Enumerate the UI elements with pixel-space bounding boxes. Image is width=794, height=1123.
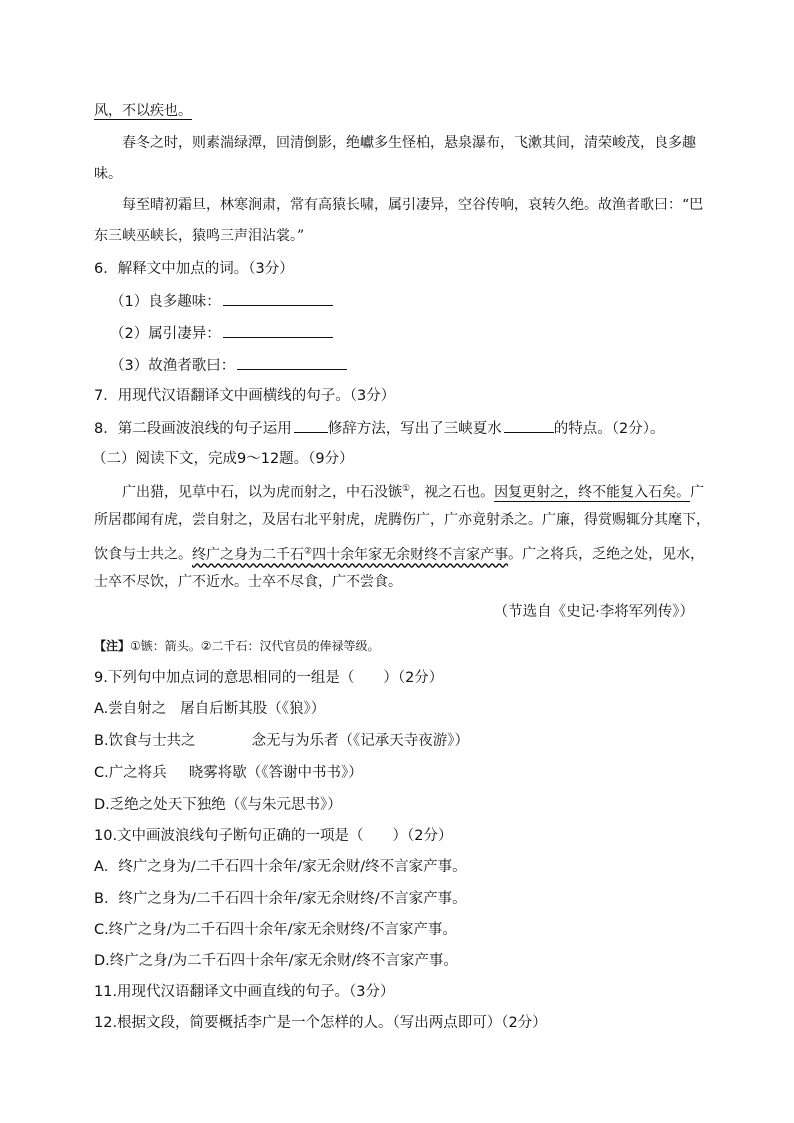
option-right: 屠自后断其股（《狼》） — [180, 701, 326, 717]
underlined-text: 风，不以疾也。 — [94, 103, 192, 119]
text: 四十余年家无余财终不言家产事 — [312, 546, 509, 563]
footnote-marker: ① — [402, 484, 411, 494]
answer-blank[interactable] — [223, 290, 333, 306]
text: 终广之身为二千石 — [192, 546, 304, 563]
text: ，视之石也。 — [410, 484, 495, 501]
source-citation: （节选自《史记·李将军列传》） — [493, 604, 694, 620]
passage1-para3-line1: 每至晴初霜旦，林寒涧肃，常有高猿长啸，属引凄异，空谷传响，哀转久绝。故渔者歌曰：“巴 — [122, 197, 704, 213]
passage1-line-0 — [94, 101, 192, 121]
option-right: 念无与为乐者（《记承天寺夜游》） — [251, 733, 470, 749]
underlined-sentence: 因复更射之，终不能复入石矣。 — [494, 484, 691, 501]
option-left: B.饮食与士共之 — [94, 733, 196, 749]
question-7: 7．用现代汉语翻译文中画横线的句子。（3分） — [94, 388, 396, 404]
option-left: A.尝自射之 — [94, 701, 167, 717]
passage2-line-4: 士卒不尽饮，广不近水。士卒不尽食，广不尝食。 — [94, 574, 402, 590]
answer-blank[interactable] — [223, 322, 333, 338]
text: 广 — [690, 484, 705, 501]
q8-part2: 修辞方法，写出了三峡夏水 — [327, 421, 502, 437]
footnote-marker: ② — [304, 546, 313, 556]
passage2-line-2: 所居郡闻有虎，尝自射之，及居右北平射虎，虎腾伤广，广亦竟射杀之。广廉，得赏赐辄分其麾下， — [94, 512, 710, 528]
q8-part3: 的特点。（2分）。 — [553, 421, 665, 437]
section-2-title: （二）阅读下文，完成9～12题。（9分） — [92, 451, 354, 467]
note-text: ①镞：箭头。②二千石：汉代官员的俸禄等级。 — [130, 639, 380, 653]
note-label: 【注】 — [94, 639, 131, 653]
item-label: （3）故渔者歌曰： — [110, 358, 236, 374]
question-10-option-a: A．终广之身为/二千石四十余年/家无余财/终不言家产事。 — [94, 859, 467, 875]
question-9-option-a — [94, 699, 325, 719]
wavy-underlined-sentence — [192, 547, 508, 563]
question-6-item-3 — [110, 354, 347, 376]
question-9-option-b — [94, 731, 469, 751]
answer-blank-1[interactable] — [294, 417, 328, 433]
q8-part1: 8．第二段画波浪线的句子运用 — [94, 421, 292, 437]
question-6-item-2 — [110, 322, 333, 344]
question-9-stem: 9.下列句中加点词的意思相同的一组是（ ）（2分） — [94, 670, 444, 686]
question-10-option-c: C.终广之身/为二千石四十余年/家无余财终/不言家产事。 — [94, 922, 457, 938]
item-label: （1）良多趣味： — [110, 294, 221, 310]
text: 。广之将兵，乏绝之处，见水， — [508, 546, 705, 563]
question-8 — [94, 417, 664, 439]
option-left: C.广之将兵 — [94, 765, 167, 781]
passage2-line-3 — [94, 541, 704, 565]
passage1-para2-line2: 味。 — [94, 166, 122, 182]
question-10-stem: 10.文中画波浪线句子断句正确的一项是（ ）（2分） — [94, 828, 453, 844]
question-10-option-d: D.终广之身/为二千石四十余年/家无余财/终不言家产事。 — [94, 953, 458, 969]
question-9-option-c — [94, 763, 363, 783]
answer-blank[interactable] — [237, 354, 347, 370]
question-9-option-d: D.乏绝之处天下独绝（《与朱元思书》） — [94, 797, 342, 813]
passage1-para2-line1: 春冬之时，则素湍绿潭，回清倒影，绝巘多生怪柏，悬泉瀑布，飞漱其间，清荣峻茂，良多趣 — [122, 135, 696, 151]
question-11: 11.用现代汉语翻译文中画直线的句子。（3分） — [94, 984, 395, 1000]
question-12: 12.根据文段，简要概括李广是一个怎样的人。（写出两点即可）（2分） — [94, 1015, 547, 1031]
passage1-para3-line2: 东三峡巫峡长，猿鸣三声泪沾裳。” — [94, 228, 305, 244]
option-right: 晓雾将歇（《答谢中书书》） — [188, 765, 363, 781]
text: 饮食与士共之。 — [94, 546, 192, 563]
question-6-item-1 — [110, 290, 333, 312]
question-10-option-b: B．终广之身为/二千石四十余年/家无余财终/不言家产事。 — [94, 891, 467, 907]
footnote — [94, 636, 380, 656]
item-label: （2）属引凄异： — [110, 326, 221, 342]
text: 广出猎，见草中石，以为虎而射之，中石没镞 — [122, 484, 402, 501]
answer-blank-2[interactable] — [504, 417, 554, 433]
question-6-stem: 6．解释文中加点的词。（3分） — [94, 261, 294, 277]
passage2-line-1 — [122, 479, 704, 503]
